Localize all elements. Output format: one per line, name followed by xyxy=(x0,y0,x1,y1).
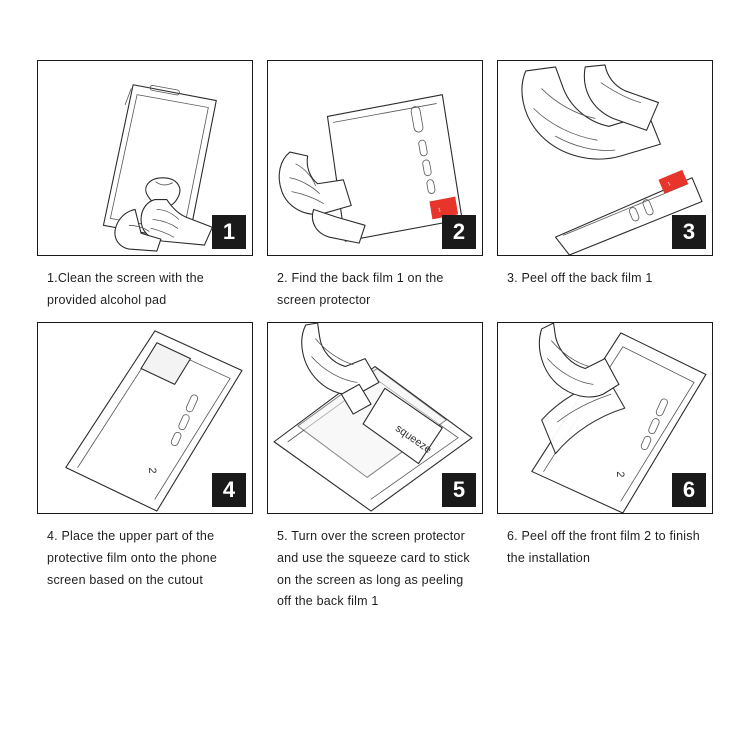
step-caption-6: 6. Peel off the front film 2 to finish the installation xyxy=(507,528,700,565)
step-cell-1 xyxy=(37,60,253,312)
step-cell-6 xyxy=(497,322,713,614)
step-panel-2 xyxy=(267,60,483,256)
step-cell-2 xyxy=(267,60,483,312)
step-number-badge: 4 xyxy=(212,473,246,507)
step-panel-5 xyxy=(267,322,483,514)
step-cell-4 xyxy=(37,322,253,614)
step-caption-2: 2. Find the back film 1 on the screen protector xyxy=(277,271,444,307)
step-panel-1 xyxy=(37,60,253,256)
step-number-badge: 2 xyxy=(442,215,476,249)
steps-grid xyxy=(40,60,710,613)
step-number-badge: 6 xyxy=(672,473,706,507)
step-panel-4 xyxy=(37,322,253,514)
step-number-badge: 1 xyxy=(212,215,246,249)
film-label-2: 2 xyxy=(145,467,158,474)
step-cell-3 xyxy=(497,60,713,312)
squeeze-card-label: squeeze xyxy=(393,422,434,456)
tab-label-1: 1 xyxy=(437,208,442,214)
tab-label-1: 1 xyxy=(667,181,672,188)
step-caption-5: 5. Turn over the screen protector and use the squeeze card to stick on the screen as long as peeling off the back film 1 xyxy=(277,528,470,609)
step-number-badge: 5 xyxy=(442,473,476,507)
step-panel-3 xyxy=(497,60,713,256)
film-label-2: 2 xyxy=(613,471,626,478)
step-number-badge: 3 xyxy=(672,215,706,249)
step-cell-5 xyxy=(267,322,483,614)
step-caption-4: 4. Place the upper part of the protective film onto the phone screen based on the cutout xyxy=(47,528,217,587)
step-panel-6 xyxy=(497,322,713,514)
step-caption-1: 1.Clean the screen with the provided alcohol pad xyxy=(47,271,204,307)
step-caption-3: 3. Peel off the back film 1 xyxy=(507,271,653,285)
